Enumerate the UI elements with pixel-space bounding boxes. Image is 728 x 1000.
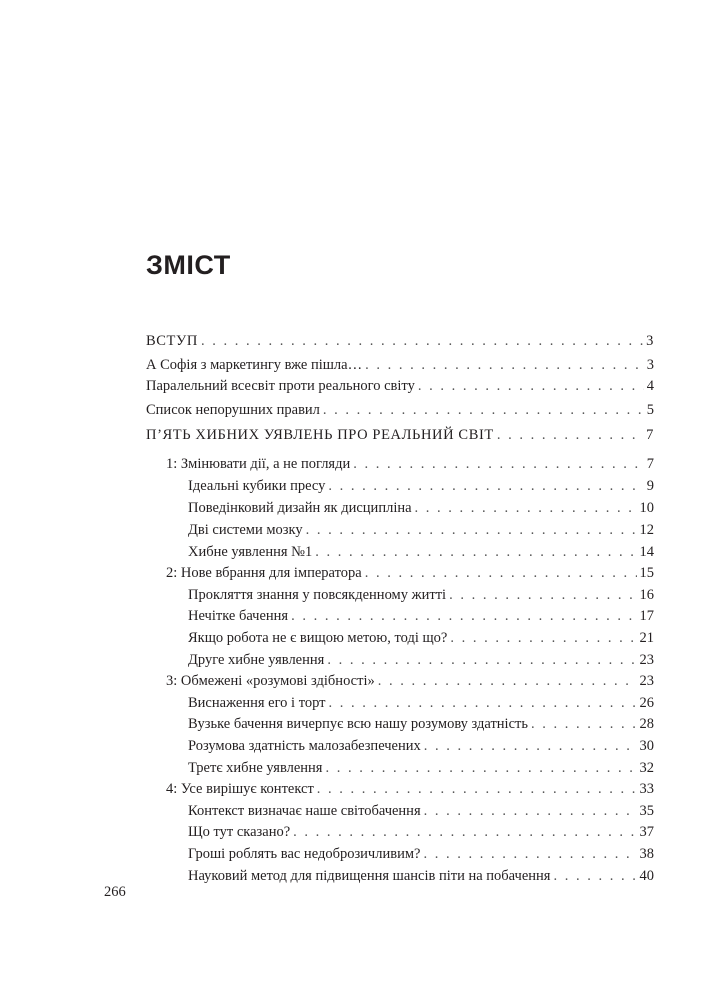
toc-entry-page: 15 bbox=[639, 565, 654, 581]
toc-entry[interactable] bbox=[146, 355, 654, 375]
dot-leader bbox=[424, 801, 637, 821]
toc-entry-page: 7 bbox=[646, 456, 654, 472]
toc-entry-page: 35 bbox=[639, 803, 654, 819]
toc-entry[interactable] bbox=[146, 779, 654, 799]
toc-entry-title: 1: Змінювати дії, а не погляди bbox=[166, 456, 351, 472]
toc-entry-page: 32 bbox=[639, 760, 654, 776]
page-title: ЗМІСТ bbox=[146, 250, 231, 280]
toc-entry-page: 33 bbox=[639, 781, 654, 797]
toc-entry-page: 21 bbox=[639, 630, 654, 646]
dot-leader bbox=[365, 355, 644, 375]
toc-entry-page: 10 bbox=[639, 500, 654, 516]
toc-entry-title: Гроші роблять вас недоброзичливим? bbox=[188, 846, 421, 862]
toc-entry-title: Вузьке бачення вичерпує всю нашу розумову здатність bbox=[188, 716, 528, 732]
toc-entry[interactable] bbox=[146, 736, 654, 756]
toc-entry-page: 28 bbox=[639, 716, 654, 732]
toc-entry-page: 9 bbox=[646, 478, 654, 494]
toc-entry[interactable] bbox=[146, 585, 654, 605]
toc-entry-title: ВСТУП bbox=[146, 333, 198, 349]
toc-entry-title: 3: Обмежені «розумові здібності» bbox=[166, 673, 375, 689]
toc-entry-page: 17 bbox=[639, 608, 654, 624]
toc-entry-page: 26 bbox=[639, 695, 654, 711]
toc-entry-title: Прокляття знання у повсякденному житті bbox=[188, 587, 447, 603]
dot-leader bbox=[291, 606, 636, 626]
toc-entry[interactable] bbox=[146, 650, 654, 670]
dot-leader bbox=[450, 628, 636, 648]
toc-entry-title: Що тут сказано? bbox=[188, 824, 291, 840]
table-of-contents bbox=[146, 0, 654, 1000]
dot-leader bbox=[293, 822, 636, 842]
toc-entry-title: Список непорушних правил bbox=[146, 402, 320, 418]
dot-leader bbox=[328, 476, 643, 496]
toc-entry[interactable] bbox=[146, 822, 654, 842]
toc-entry[interactable] bbox=[146, 376, 654, 396]
toc-entry[interactable] bbox=[146, 606, 654, 626]
toc-entry-title: Контекст визначає наше світобачення bbox=[188, 803, 421, 819]
dot-leader bbox=[353, 454, 644, 474]
toc-entry-page: 4 bbox=[646, 378, 654, 394]
toc-entry[interactable] bbox=[146, 714, 654, 734]
toc-entry-title: Виснаження его і торт bbox=[188, 695, 326, 711]
toc-entry-page: 23 bbox=[639, 673, 654, 689]
toc-entry[interactable] bbox=[146, 476, 654, 496]
toc-entry-title: Паралельний всесвіт проти реального світу bbox=[146, 378, 415, 394]
toc-entry-page: 12 bbox=[639, 522, 654, 538]
toc-entry-title: Дві системи мозку bbox=[188, 522, 303, 538]
dot-leader bbox=[315, 542, 636, 562]
toc-entry-title: 2: Нове вбрання для імператора bbox=[166, 565, 362, 581]
toc-entry-page: 3 bbox=[646, 333, 654, 349]
dot-leader bbox=[365, 563, 637, 583]
toc-entry[interactable] bbox=[146, 400, 654, 420]
toc-entry-title: Науковий метод для підвищення шансів піти на побачення bbox=[188, 868, 551, 884]
toc-entry-page: 3 bbox=[646, 357, 654, 373]
dot-leader bbox=[423, 844, 636, 864]
toc-entry[interactable] bbox=[146, 693, 654, 713]
toc-entry-title: Поведінковий дизайн як дисципліна bbox=[188, 500, 412, 516]
toc-entry-page: 37 bbox=[639, 824, 654, 840]
dot-leader bbox=[531, 714, 637, 734]
toc-entry-page: 16 bbox=[639, 587, 654, 603]
toc-entry-title: Ідеальні кубики пресу bbox=[188, 478, 326, 494]
toc-entry-page: 23 bbox=[639, 652, 654, 668]
toc-entry-page: 40 bbox=[639, 868, 654, 884]
page-number: 266 bbox=[104, 884, 126, 900]
dot-leader bbox=[323, 400, 644, 420]
dot-leader bbox=[418, 376, 644, 396]
toc-entry[interactable] bbox=[146, 331, 654, 351]
toc-entry-page: 38 bbox=[639, 846, 654, 862]
toc-entry-title: Третє хибне уявлення bbox=[188, 760, 323, 776]
toc-entry-page: 5 bbox=[646, 402, 654, 418]
dot-leader bbox=[415, 498, 637, 518]
toc-entry-title: Розумова здатність малозабезпечених bbox=[188, 738, 421, 754]
toc-entry-title: А Софія з маркетингу вже пішла… bbox=[146, 357, 363, 373]
toc-entry[interactable] bbox=[146, 498, 654, 518]
toc-entry-title: Хибне уявлення №1 bbox=[188, 544, 313, 560]
toc-entry[interactable] bbox=[146, 844, 654, 864]
dot-leader bbox=[325, 758, 636, 778]
dot-leader bbox=[378, 671, 637, 691]
toc-entry-title: Друге хибне уявлення bbox=[188, 652, 325, 668]
toc-entry-page: 30 bbox=[639, 738, 654, 754]
dot-leader bbox=[327, 650, 636, 670]
dot-leader bbox=[497, 425, 643, 445]
toc-entry[interactable] bbox=[146, 671, 654, 691]
toc-entry[interactable] bbox=[146, 542, 654, 562]
toc-entry[interactable] bbox=[146, 454, 654, 474]
toc-entry[interactable] bbox=[146, 758, 654, 778]
dot-leader bbox=[449, 585, 636, 605]
toc-entry[interactable] bbox=[146, 801, 654, 821]
dot-leader bbox=[317, 779, 637, 799]
toc-entry[interactable] bbox=[146, 520, 654, 540]
toc-entry-title: П’ЯТЬ ХИБНИХ УЯВЛЕНЬ ПРО РЕАЛЬНИЙ СВІТ bbox=[146, 427, 494, 443]
toc-entry-title: Нечітке бачення bbox=[188, 608, 289, 624]
dot-leader bbox=[553, 866, 636, 886]
toc-entry-page: 14 bbox=[639, 544, 654, 560]
toc-entry-title: 4: Усе вирішує контекст bbox=[166, 781, 314, 797]
dot-leader bbox=[424, 736, 637, 756]
toc-entry[interactable] bbox=[146, 563, 654, 583]
dot-leader bbox=[328, 693, 636, 713]
dot-leader bbox=[201, 331, 643, 351]
toc-entry[interactable] bbox=[146, 628, 654, 648]
toc-entry-title: Якщо робота не є вищою метою, тоді що? bbox=[188, 630, 448, 646]
toc-entry[interactable] bbox=[146, 866, 654, 886]
toc-entry-page: 7 bbox=[646, 427, 654, 443]
toc-entry[interactable] bbox=[146, 425, 654, 445]
dot-leader bbox=[306, 520, 637, 540]
